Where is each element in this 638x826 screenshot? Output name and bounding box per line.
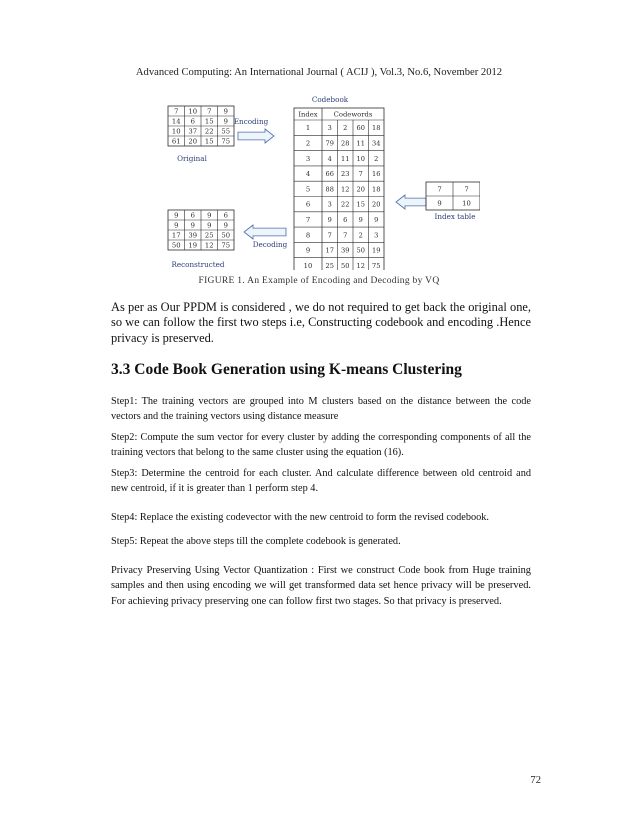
codebook-codeword-cell: 2 bbox=[374, 154, 379, 163]
codebook-codeword-cell: 20 bbox=[356, 185, 365, 194]
index-to-codebook-arrow bbox=[396, 195, 426, 209]
codebook-codeword-cell: 79 bbox=[325, 139, 334, 148]
codebook-codeword-cell: 50 bbox=[356, 246, 365, 255]
index-table-cell: 10 bbox=[462, 199, 471, 208]
codebook-index-cell: 9 bbox=[305, 246, 311, 255]
original-matrix-cell: 6 bbox=[190, 117, 195, 126]
codebook-codeword-cell: 6 bbox=[343, 215, 348, 224]
reconstructed-matrix-cell: 50 bbox=[221, 231, 231, 240]
figure-caption: FIGURE 1. An Example of Encoding and Decoding by VQ bbox=[198, 276, 440, 286]
codebook-codeword-cell: 12 bbox=[356, 261, 365, 270]
reconstructed-matrix-cell: 39 bbox=[188, 231, 198, 240]
codebook-codeword-cell: 50 bbox=[341, 261, 350, 270]
codebook-codeword-cell: 22 bbox=[341, 200, 350, 209]
index-table-cell: 9 bbox=[437, 199, 442, 208]
reconstructed-matrix-cell: 9 bbox=[174, 211, 179, 220]
codebook-codeword-cell: 19 bbox=[372, 246, 381, 255]
codebook-codeword-cell: 2 bbox=[358, 231, 363, 240]
step4-paragraph: Step4: Replace the existing codevector with the new centroid to form the revised codebook. bbox=[111, 512, 490, 523]
codebook-index-cell: 10 bbox=[303, 261, 313, 270]
index-table-cell: 7 bbox=[437, 185, 442, 194]
original-matrix-cell: 22 bbox=[204, 127, 214, 136]
journal-header: Advanced Computing: An International Journal ( ACIJ ), Vol.3, No.6, November 2012 bbox=[135, 67, 503, 78]
codebook-codeword-cell: 18 bbox=[372, 124, 381, 133]
reconstructed-matrix-cell: 9 bbox=[223, 221, 228, 230]
reconstructed-matrix-cell: 50 bbox=[171, 241, 181, 250]
codebook-codeword-cell: 10 bbox=[356, 154, 365, 163]
codebook-codeword-cell: 3 bbox=[327, 124, 332, 133]
codebook-codeword-cell: 11 bbox=[341, 154, 350, 163]
codebook-codeword-cell: 9 bbox=[374, 215, 379, 224]
codebook-codeword-cell: 88 bbox=[325, 185, 334, 194]
section-heading: 3.3 Code Book Generation using K-means Clustering bbox=[111, 361, 462, 378]
codebook-codeword-cell: 15 bbox=[356, 200, 365, 209]
codebook-index-cell: 8 bbox=[305, 231, 311, 240]
reconstructed-label: Reconstructed bbox=[171, 260, 225, 269]
original-matrix-cell: 61 bbox=[171, 137, 181, 146]
codebook-codeword-cell: 17 bbox=[325, 246, 334, 255]
codebook-codeword-cell: 60 bbox=[356, 124, 365, 133]
codebook-index-cell: 6 bbox=[305, 200, 311, 209]
original-matrix-cell: 37 bbox=[188, 127, 198, 136]
figure-1 bbox=[160, 92, 480, 270]
codebook-codeword-cell: 39 bbox=[341, 246, 350, 255]
index-table-label: Index table bbox=[434, 212, 476, 221]
original-label: Original bbox=[177, 154, 207, 163]
original-matrix-cell: 9 bbox=[223, 107, 228, 116]
original-matrix-cell: 55 bbox=[221, 127, 231, 136]
codebook-index-cell: 5 bbox=[305, 185, 311, 194]
reconstructed-matrix-cell: 75 bbox=[221, 241, 231, 250]
original-matrix-cell: 14 bbox=[171, 117, 181, 126]
codebook-index-cell: 2 bbox=[305, 139, 311, 148]
codebook-label: Codebook bbox=[311, 95, 349, 104]
codebook-codeword-cell: 16 bbox=[372, 170, 381, 179]
codebook-codeword-cell: 66 bbox=[325, 170, 334, 179]
reconstructed-matrix-cell: 9 bbox=[207, 221, 212, 230]
codebook-index-cell: 3 bbox=[305, 154, 311, 163]
decoding-label: Decoding bbox=[252, 240, 288, 249]
codebook-codeword-cell: 25 bbox=[325, 261, 334, 270]
reconstructed-matrix-cell: 9 bbox=[174, 221, 179, 230]
step2-paragraph: Step2: Compute the sum vector for every cluster by adding the corresponding components of all the training vectors that belong to the same cluster using the equation (16). bbox=[111, 432, 531, 458]
original-matrix-cell: 20 bbox=[188, 137, 198, 146]
step5-paragraph: Step5: Repeat the above steps till the complete codebook is generated. bbox=[111, 536, 401, 547]
reconstructed-matrix-cell: 6 bbox=[223, 211, 228, 220]
codebook-codeword-cell: 4 bbox=[327, 154, 332, 163]
codebook-codeword-cell: 23 bbox=[341, 170, 350, 179]
original-matrix-cell: 7 bbox=[207, 107, 212, 116]
codebook-codeword-cell: 20 bbox=[372, 200, 381, 209]
codebook-codeword-cell: 3 bbox=[374, 231, 379, 240]
original-matrix-cell: 10 bbox=[188, 107, 198, 116]
original-matrix-cell: 75 bbox=[221, 137, 231, 146]
codebook-codeword-cell: 7 bbox=[343, 231, 348, 240]
original-matrix-cell: 7 bbox=[174, 107, 179, 116]
codebook-header-codewords: Codewords bbox=[333, 110, 373, 119]
original-matrix-cell: 9 bbox=[223, 117, 228, 126]
figure-vq-diagram bbox=[160, 92, 480, 270]
codebook-codeword-cell: 7 bbox=[327, 231, 332, 240]
codebook-codeword-cell: 11 bbox=[356, 139, 365, 148]
codebook-header-index: Index bbox=[298, 110, 318, 119]
reconstructed-matrix-cell: 9 bbox=[190, 221, 195, 230]
step1-paragraph: Step1: The training vectors are grouped into M clusters based on the distance between the code vectors and the training vectors using distance measure bbox=[111, 396, 531, 422]
index-table-cell: 7 bbox=[464, 185, 469, 194]
codebook-codeword-cell: 12 bbox=[341, 185, 350, 194]
codebook-codeword-cell: 28 bbox=[341, 139, 350, 148]
reconstructed-matrix-cell: 19 bbox=[188, 241, 198, 250]
reconstructed-matrix-cell: 12 bbox=[204, 241, 214, 250]
codebook-codeword-cell: 9 bbox=[358, 215, 363, 224]
reconstructed-matrix-cell: 25 bbox=[204, 231, 214, 240]
intro-paragraph: As per as Our PPDM is considered , we do not required to get back the original one, so we can follow the first two steps i.e, Constructing codebook and encoding .Hence privacy is preserved. bbox=[111, 300, 531, 345]
codebook-codeword-cell: 2 bbox=[343, 124, 348, 133]
encoding-arrow bbox=[238, 129, 274, 143]
reconstructed-matrix-cell: 9 bbox=[207, 211, 212, 220]
privacy-paragraph: Privacy Preserving Using Vector Quantization : First we construct Code book from Huge training samples and then using encoding we will get transformed data set hence privacy will be preserved. For achieving privacy preserving one can follow first two stages. So that privacy is preserved. bbox=[111, 565, 531, 607]
codebook-codeword-cell: 34 bbox=[372, 139, 381, 148]
reconstructed-matrix-cell: 17 bbox=[171, 231, 181, 240]
codebook-index-cell: 1 bbox=[305, 124, 311, 133]
original-matrix-cell: 15 bbox=[204, 137, 214, 146]
codebook-codeword-cell: 75 bbox=[372, 261, 381, 270]
codebook-codeword-cell: 18 bbox=[372, 185, 381, 194]
original-matrix-cell: 15 bbox=[204, 117, 214, 126]
codebook-index-cell: 7 bbox=[305, 215, 311, 224]
step3-paragraph: Step3: Determine the centroid for each cluster. And calculate difference between old centroid and new centroid, if it is greater than 1 perform step 4. bbox=[111, 468, 531, 494]
codebook-index-cell: 4 bbox=[305, 170, 311, 179]
codebook-codeword-cell: 7 bbox=[358, 170, 363, 179]
codebook-codeword-cell: 9 bbox=[327, 215, 332, 224]
encoding-label: Encoding bbox=[233, 117, 269, 126]
original-matrix-cell: 10 bbox=[171, 127, 181, 136]
decoding-arrow bbox=[244, 225, 286, 239]
codebook-codeword-cell: 3 bbox=[327, 200, 332, 209]
reconstructed-matrix-cell: 6 bbox=[190, 211, 195, 220]
page-number: 72 bbox=[530, 775, 541, 786]
